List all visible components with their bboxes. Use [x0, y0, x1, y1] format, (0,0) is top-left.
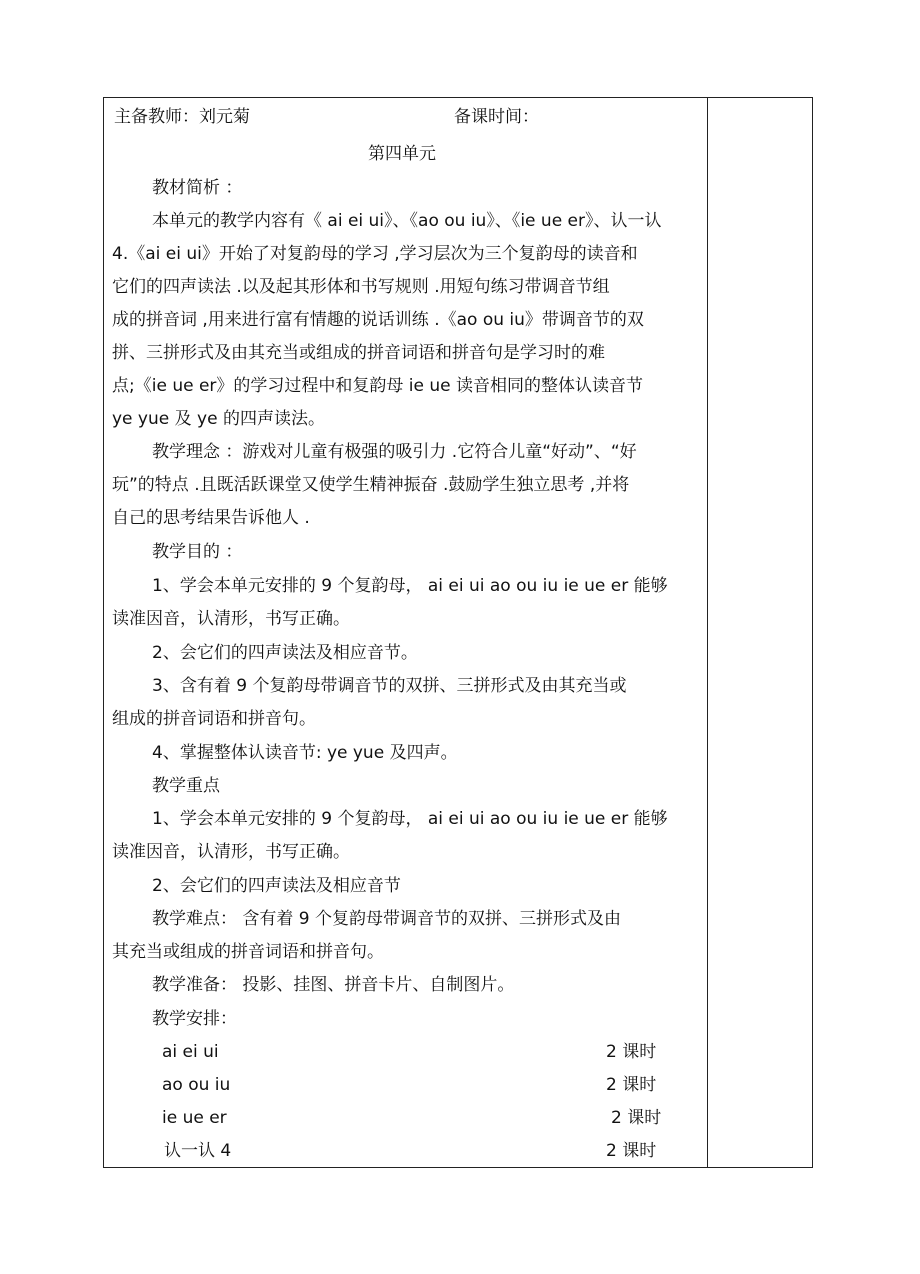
preparation-line: 教学准备： 投影、挂图、拼音卡片、自制图片。: [152, 975, 515, 995]
schedule-item-name: 认一认 4: [164, 1141, 232, 1161]
analysis-line: 本单元的教学内容有《 ai ei ui》、《ao ou iu》、《ie ue er》、认一认: [152, 211, 662, 231]
prep-time-label: 备课时间：: [454, 107, 539, 127]
philosophy-line: 自己的思考结果告诉他人 .: [112, 508, 310, 528]
schedule-item-hours: 2 课时: [606, 1042, 657, 1062]
philosophy-line: 玩”的特点 .且既活跃课堂又使学生精神振奋 .鼓励学生独立思考 ,并将: [112, 475, 630, 495]
analysis-line: 它们的四声读法 .以及起其形体和书写规则 .用短句练习带调音节组: [112, 277, 610, 297]
schedule-item-hours: 2 课时: [606, 1075, 657, 1095]
unit-title: 第四单元: [368, 144, 436, 164]
author-label: 主备教师：刘元菊: [114, 107, 250, 127]
schedule-item-name: ie ue er: [162, 1108, 227, 1128]
analysis-line: 成的拼音词 ,用来进行富有情趣的说话训练 .《ao ou iu》带调音节的双: [112, 310, 644, 330]
analysis-line: ye yue 及 ye 的四声读法。: [112, 409, 325, 429]
main-content-cell: [112, 98, 704, 1167]
key-point-line: 读准因音，认清形，书写正确。: [112, 842, 350, 862]
key-point-line: 2、会它们的四声读法及相应音节: [152, 876, 401, 896]
objective-line: 读准因音，认清形，书写正确。: [112, 609, 350, 629]
schedule-item-name: ao ou iu: [162, 1075, 231, 1095]
objective-line: 组成的拼音词语和拼音句。: [112, 709, 316, 729]
key-points-heading: 教学重点: [152, 776, 220, 796]
analysis-line: 拼、三拼形式及由其充当或组成的拼音词语和拼音句是学习时的难: [112, 343, 605, 363]
objective-line: 1、学会本单元安排的 9 个复韵母， ai ei ui ao ou iu ie ue er 能够: [152, 576, 668, 596]
schedule-item-name: ai ei ui: [162, 1042, 219, 1062]
analysis-heading: 教材简析 ：: [152, 178, 243, 198]
difficulty-line: 教学难点： 含有着 9 个复韵母带调音节的双拼、三拼形式及由: [152, 909, 622, 929]
objective-line: 3、含有着 9 个复韵母带调音节的双拼、三拼形式及由其充当或: [152, 676, 627, 696]
schedule-heading: 教学安排：: [152, 1009, 237, 1029]
schedule-item-hours: 2 课时: [611, 1108, 662, 1128]
analysis-line: 4.《ai ei ui》开始了对复韵母的学习 ,学习层次为三个复韵母的读音和: [112, 244, 638, 264]
objective-line: 2、会它们的四声读法及相应音节。: [152, 643, 418, 663]
philosophy-line: 教学理念 ：游戏对儿童有极强的吸引力 .它符合儿童“好动”、“好: [152, 442, 637, 462]
schedule-item-hours: 2 课时: [606, 1141, 657, 1161]
lesson-plan-table: [103, 97, 813, 1168]
analysis-line: 点;《ie ue er》的学习过程中和复韵母 ie ue 读音相同的整体认读音节: [112, 376, 644, 396]
key-point-line: 1、学会本单元安排的 9 个复韵母， ai ei ui ao ou iu ie ue er 能够: [152, 809, 668, 829]
objective-line: 4、掌握整体认读音节: ye yue 及四声。: [152, 743, 458, 763]
column-divider: [707, 98, 708, 1167]
difficulty-line: 其充当或组成的拼音词语和拼音句。: [112, 942, 384, 962]
objectives-heading: 教学目的 ：: [152, 542, 243, 562]
